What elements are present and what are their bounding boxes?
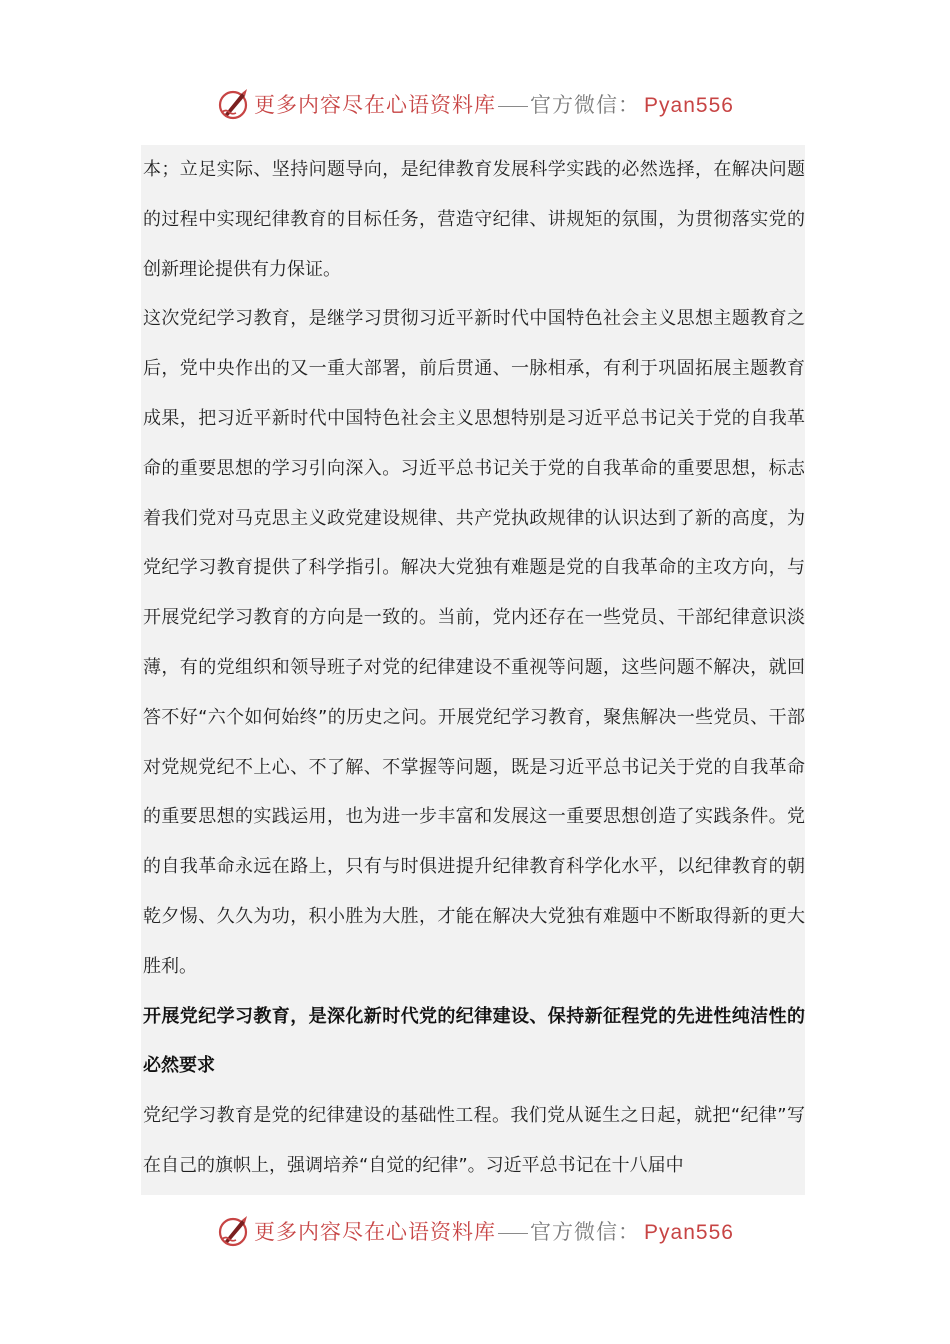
banner-main-text: 更多内容尽在心语资料库 <box>254 1220 497 1244</box>
banner-wechat-label: 官方微信： <box>530 93 641 117</box>
banner-main-text: 更多内容尽在心语资料库 <box>254 93 497 117</box>
paragraph-3: 党纪学习教育是党的纪律建设的基础性工程。我们党从诞生之日起，就把“纪律”写在自己的旗帜上，强调培养“自觉的纪律”。习近平总书记在十八届中 <box>143 1105 805 1176</box>
banner-divider <box>498 106 528 108</box>
banner-divider <box>498 1233 528 1235</box>
document-body <box>141 145 805 1195</box>
banner-wechat-label: 官方微信： <box>530 1220 641 1244</box>
section-heading: 开展党纪学习教育，是深化新时代党的纪律建设、保持新征程党的先进性纯洁性的必然要求 <box>143 1005 805 1077</box>
quill-logo-icon <box>216 1214 250 1248</box>
banner-text <box>254 89 734 119</box>
banner-wechat-id: Pyan556 <box>644 94 734 117</box>
header-banner <box>0 82 950 126</box>
paragraph-2: 这次党纪学习教育，是继学习贯彻习近平新时代中国特色社会主义思想主题教育之后，党中央作出的又一重大部署，前后贯通、一脉相承，有利于巩固拓展主题教育成果，把习近平新时代中国特色社会主义思想特别是习近平总书记关于党的自我革命的重要思想的学习引向深入。习近平总书记关于党的自我革命的重要思想，标志着我们党对马克思主义政党建设规律、共产党执政规律的认识达到了新的高度，为党纪学习教育提供了科学指引。解决大党独有难题是党的自我革命的主攻方向，与开展党纪学习教育的方向是一致的。当前，党内还存在一些党员、干部纪律意识淡薄，有的党组织和领导班子对党的纪律建设不重视等问题，这些问题不解决，就回答不好“六个如何始终”的历史之问。开展党纪学习教育，聚焦解决一些党员、干部对党规党纪不上心、不了解、不掌握等问题，既是习近平总书记关于党的自我革命的重要思想的实践运用，也为进一步丰富和发展这一重要思想创造了实践条件。党的自我革命永远在路上，只有与时俱进提升纪律教育科学化水平，以纪律教育的朝乾夕惕、久久为功，积小胜为大胜，才能在解决大党独有难题中不断取得新的更大胜利。 <box>143 308 805 977</box>
banner-wechat-id: Pyan556 <box>644 1221 734 1244</box>
quill-logo-icon <box>216 87 250 121</box>
banner-text <box>254 1216 734 1246</box>
paragraph-1: 本；立足实际、坚持问题导向，是纪律教育发展科学实践的必然选择，在解决问题的过程中实现纪律教育的目标任务，营造守纪律、讲规矩的氛围，为贯彻落实党的创新理论提供有力保证。 <box>143 159 805 280</box>
footer-banner <box>0 1209 950 1253</box>
